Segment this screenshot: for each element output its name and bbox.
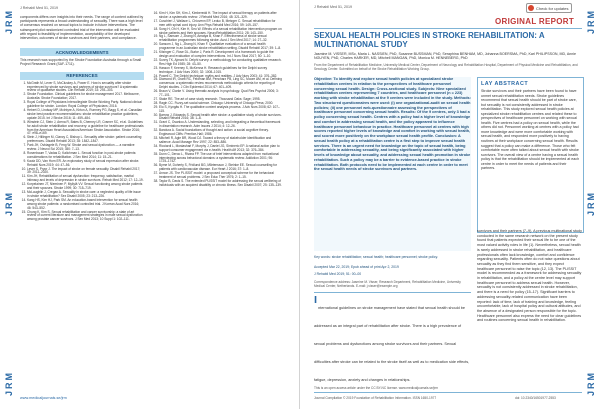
- reference-item: 11. Kim JH, Rehabilitation of sexual dysfunction: frequency, satisfaction, marital intimacy and levels of depression in stroke survivors. Rehab Med 2012; 17: 12–19.: [27, 175, 144, 183]
- reference-item: 21. Kitzinger C, Rose DL, Burke J, Paris R. Development of a framework to guide the design and evaluation of complex interventions. Int J Nurs Stud 2017; 50: 1–10.: [159, 51, 282, 59]
- article-title: SEXUAL HEALTH POLICIES IN STROKE REHABILITATION: A MULTINATIONAL STUDY: [314, 31, 545, 49]
- accepted-date: Accepted Mar 22, 2019; Epub ahead of print Apr 2, 2019: [314, 265, 399, 269]
- reference-item: 37. Annon JS. The PLISSIT model: a proposed conceptual scheme for the behavioral treatment of sexual problems. J Sex Educ Ther 1976; 2: 1–15.: [159, 172, 282, 180]
- reference-item: 28. Ragin CC. Fuzzy-set social science. Chicago: University of Chicago Press; 2000.: [159, 102, 282, 106]
- side-label-top-right: JRM: [586, 9, 596, 35]
- references-list-col1: [20, 82, 144, 223]
- reference-item: 36. Byrne M, Doherty S, Fridlund BG, Mårtensson J, Steinke EE. Sexual counselling for patients with cardiovascular disease. Eur Heart J 2016; 37: 1–8.: [159, 164, 282, 172]
- reference-item: 5. Winstein CJ, Stein J, Arena R, Bates B, Cherney LR, Cramer SC, et al. Guidelines for adult stroke rehabilitation and recovery: a guideline for healthcare professionals from the American Heart Association/American Stroke Association. Stroke 2016; 47: e98–e169.: [27, 121, 144, 137]
- reference-item: 24. Powell C. The Delphi technique: myths and realities. J Adv Nurs 2003; 41: 376–382.: [159, 75, 282, 79]
- reference-item: 3. Royal College of Physicians Intercollegiate Stroke Working Party. National clinical guideline for stroke. London: Royal College of Physicians; 2016.: [27, 101, 144, 109]
- running-head-right: J Rehabil Med 51, 2019: [314, 5, 352, 9]
- side-label-top: JRM: [4, 9, 14, 35]
- keywords: Key words: stroke rehabilitation; sexual health; healthcare personnel; stroke policy.: [314, 255, 438, 259]
- reference-item: 15. Chung K, Kim S. Sexual rehabilitation and cancer survivorship: a state of art review of current literature and management strategies in male sexual dysfunction among prostate cancer survivors. J Sex Med 2013; 10 Suppl 1: 102–111.: [27, 211, 144, 223]
- check-for-updates-badge[interactable]: Check for updates: [526, 3, 572, 13]
- reference-item: 29. Elo S, Kyngäs H. The qualitative content analysis process. J Adv Nurs 2008; 62: 107–115.: [159, 106, 282, 114]
- running-head-left: J Rehabil Med 51, 2019: [20, 6, 58, 10]
- lay-abstract-box: [477, 77, 584, 233]
- author-list: Jasmine M. VISSER, MSc, Maria L. NASSIEN, PhD, Susanne BUSSMAN, PhD, Seraphina BENHAM, MD, Johanna BOERSMA, PhD, Karl PHILIPSSON, MD, Annie NGUYEN, PhD, Charles HARKER, MD, Mitchell MANGAN, PhD, Monica M. HENNEBERG, PhD: [314, 52, 577, 61]
- introduction-text: nternational guidelines on stroke management have stated that sexual health should be addressed as an integral part of rehabilitation after stroke. There is a high prevalence of sexual problems and dysfunctions among stroke survivors and their partners. Sexual difficulties after stroke can be related to the stroke itself as well as to medication side effects, fatigue, depression, anxiety and changes in relationships.: [314, 306, 470, 382]
- doi[interactable]: doi: 10.2340/16501977-2553: [515, 396, 556, 400]
- reference-item: 17. Cuschieri J, Wallace L, Chiovenn EP, Leduc B, Metzger C. Sexual rehabilitation for men with spinal cord injury. Ann Phys Rehabil Med 2016; 59: 149–157.: [159, 20, 282, 28]
- correspondence-address: Correspondence address: Jasmine M. Visser, Research Department, Rehabilitation Medicine, University Medical Center, Netherlands. E-mail: j.visser@example.org: [314, 280, 461, 288]
- references-list-col2: [152, 12, 282, 188]
- reference-item: 2. Stroke Foundation. Clinical guidelines for stroke management 2017. Melbourne, Australia: Stroke Foundation; 2017.: [27, 93, 144, 101]
- author-affiliations: From the Department of Rehabilitation Medicine, University Medical Center, Department of Neurology and Rehabilitation Hospital, Department of Physical Medicine and Rehabilitation, and Sexology Center. Submitted on behalf of the Stroke Rehabilitation Working Group.: [314, 63, 578, 71]
- footer-rule: [314, 392, 582, 393]
- header-rule: [314, 28, 582, 29]
- reference-item: 25. Diamond IR, Grant RC, Feldman BM, Pencharz PB, Ling SC, Moore AM, et al. Defining consensus: a systematic review recommends methodologic criteria for reporting of Delphi studies. J Clin Epidemiol 2014; 67: 401–409.: [159, 78, 282, 90]
- reference-item: 26. Braun V, Clarke V. Using thematic analysis in psychology. Qual Res Psychol 2006; 3: 77–101.: [159, 90, 282, 98]
- reference-item: 18. Song H, Oh H, Kim H, Seo W. Effects of a sexual rehabilitation intervention program on stroke patients and their spouses. NeuroRehabilitation 2011; 28: 143–150.: [159, 28, 282, 36]
- reference-item: 27. Stake RE. The art of case study research. Thousand Oaks: Sage; 1995.: [159, 98, 282, 102]
- reference-item: 16. Kim H, Kim SH, Kim J, Kimberedd H. The impact of sexual therapy on patients after stroke: a systematic review. J Rehabil Med 2016; 48: 321–329.: [159, 12, 282, 20]
- reference-item: 30. Barrow J, Edwards S. Sexual health after stroke: a qualitative study of stroke survivors. Disabil Rehabil 2016; 38: 1–8.: [159, 114, 282, 122]
- side-label-middle-right: JRM: [586, 191, 596, 217]
- right-page: [300, 0, 600, 409]
- reference-item: 23. Hasson F, Keeney S, McKenna H. Research guidelines for the Delphi survey technique. J Adv Nurs 2000; 32: 1008–1015.: [159, 67, 282, 75]
- reference-item: 1. McGrath M, Lever S, McCluskey A, Power E. How is sexuality after stroke experienced by stroke survivors and partners of stroke survivors? A systematic review of qualitative studies. Clin Rehabil 2019; 33: 293–303.: [27, 82, 144, 94]
- reference-item: 33. Mitchell R, Agle BR, Wood DJ. Toward a theory of stakeholder identification and salience. Acad Manage Rev 1997; 22: 853–886.: [159, 137, 282, 145]
- reference-item: 9. Kautz DD, Van Horn ER. An exploratory study of sexual expression after stroke. Rehabil Nurs 2019; 44: 47–56.: [27, 160, 144, 168]
- reference-item: 31. Grant C, Osanloo A. Understanding, selecting, and integrating a theoretical framework in dissertation research. Adm Issues J 2014; 4: 12–26.: [159, 121, 282, 129]
- reference-item: 22. Sunny TK, Ajmani N. Delphi survey: a methodology for conducting qualitative research. Res High Ed 1985; 28: 43–50.: [159, 59, 282, 67]
- reference-item: 4. Hebert D, Lindsay MP, McIntyre A, Kirton A, Rumney PG, Bagg S, et al. Canadian stroke best practice recommendations: stroke rehabilitation practice guidelines, update 2015. Int J Stroke 2016; 11: 459–484.: [27, 109, 144, 121]
- introduction-column-1: [314, 296, 471, 382]
- update-icon: [528, 5, 534, 11]
- left-column-2: [152, 12, 282, 188]
- side-label-bottom: JRM: [4, 371, 14, 397]
- reference-item: 12. Korpelainen JT, Nieminen P, Myllylä VV. Sexual functioning among stroke patients and their spouses. Stroke 1999; 30: 715–719.: [27, 183, 144, 191]
- conclusion-paragraph: components differs over insights into their needs. The range of content outlined by participants represents a broad understanding of sexuality. There was a high level of consensus reached on sexual topics to include in future interventions. The subsequent pilot randomized controlled trial of the intervention will be evaluated with regard to feasibility of implementation, acceptability of the developed intervention, outcomes of stroke survivors and their partners, and compliance.: [20, 15, 144, 41]
- license-line: This is an open access article under the CC BY-NC license. www.medicaljournals.se/jrm: [314, 386, 439, 390]
- reference-item: 13. McLaughlin J, Cregan A. Sexuality in stroke care: a neglected quality of life issue in stroke rehabilitation? Sex Disabil 2005; 23: 213–226.: [27, 191, 144, 199]
- reference-item: 32. Bandura A. Social foundations of thought and action: a social cognitive theory. Englewood Cliffs: Prentice-Hall; 1986.: [159, 129, 282, 137]
- reference-item: 14. Kang HS, Kim HJ, Park SM. An education-based intervention for sexual health among stroke patients: a randomised controlled trial. J Korean Acad Nurs 2016; 46: 543–552.: [27, 199, 144, 211]
- article-type: ORIGINAL REPORT: [495, 17, 575, 26]
- introduction-column-2: survivors and their partners (7–9). A previous multinational study conducted in the same research network on the present study found that patients expected their sexual life to be one of the most valued activity roles in life (1). Nevertheless, sexual health is rarely addressed in stroke rehabilitation, and healthcare professionals often lack knowledge, comfort and confidence regarding sexuality. Patients often do not raise questions about sexuality as they find them sensitive, and they expect healthcare personnel to raise the topic (12, 13). The PLISSIT model is recommended as a framework for addressing sexuality in rehabilitation, and a policy at the centre level may support healthcare personnel to address sexual health. However, sexuality is not consistently addressed in stroke rehabilitation, and there is a need for policy (15–17). Significant barriers to addressing sexuality-related communication have been reported: lack of time, lack of training and knowledge, feeling uncomfortable, lack of hospital policy and cultural attitudes, and the absence of a designated person responsible for the topic. Healthcare personnel also express the need for clear guidelines and routines concerning sexual health in rehabilitation.: [477, 229, 582, 323]
- acknowledgements-heading: ACKNOWLEDGEMENTS: [20, 48, 144, 56]
- journal-compilation-footer: Journal Compilation © 2019 Foundation of Rehabilitation Information. ISSN 1650-1977: [314, 396, 437, 400]
- references-heading: REFERENCES: [20, 72, 144, 80]
- lay-abstract-text: Stroke survivors and their partners have been found to have unmet sexual rehabilitation needs. Stroke guidelines recommend that sexual health should be part of stroke care, but sexuality is not consistently addressed in stroke rehabilitation. This study explored sexual health policies at specialized stroke rehabilitation centres and related these to perspectives of healthcare personnel on working with sexual health. Five centres had a policy on sexual health, while the others did not. Personnel working at centres with a policy had more knowledge and were more comfortable working with sexual health, and responded more positively to having routines at their workplace concerning sexual health. Results suggest that a policy can make a difference. Those who felt comfortable more often talked about sexual health with stroke survivors. The overall view of a centre having a sexual health policy is that the rehabilitation should be implemented at each centre in order to meet the needs of patients and their partners.: [481, 89, 580, 171]
- reference-item: 35. Dunn C, Deroo L, Rivara FP. The use of brief interventions adapted from motivational interviewing across behavioral domains: a systematic review. Addiction 2001; 96: 1725–1742.: [159, 153, 282, 165]
- reference-item: 20. Sansom J, Ng L, Zhang N, Khan F. Qualitative evaluation of a sexual health programme in an Australian stroke rehabilitation setting. Disabil Rehabil 2017; 39: 1–8.: [159, 43, 282, 51]
- citation: J Rehabil Med 2019; 51: 00–00: [314, 272, 362, 276]
- reference-item: 8. Rosenbaum T, Vadas D, Kalichman L. Sexual function in post-stroke patients: considerations for rehabilitation. J Sex Med 2014; 11: 15–21.: [27, 152, 144, 160]
- intro-dropcap: I: [314, 296, 318, 306]
- lay-abstract-heading: LAY ABSTRACT: [481, 81, 529, 87]
- journal-website-link[interactable]: www.medicaljournals.se/jrm: [20, 396, 67, 400]
- reference-item: 10. Lever S, Pryor J. The impact of stroke on female sexuality. Disabil Rehabil 2017; 39: 2011–2020.: [27, 168, 144, 176]
- abstract-bottom-rule: [314, 292, 471, 293]
- reference-item: 7. Park JH, Ovbiagele B, Feng W. Stroke and sexual dysfunction — a narrative review. J Neurol Sci 2015; 350: 7–13.: [27, 144, 144, 152]
- reference-item: 34. Ricciardi L, Mostashari F, Murphy J, Daniel JG, Siminerio EP. A national action plan to support consumer engagement via e-health. Health Aff 2013; 32: 376–384.: [159, 145, 282, 153]
- acknowledgements-text: This research was supported by the Stroke Foundation Australia through a Small Project Research Grant (SAF-1711).: [20, 58, 141, 67]
- reference-item: 38. Taylor B, Davis S. The extended PLISSIT model for addressing the sexual wellbeing of individuals with an acquired disability or chronic illness. Sex Disabil 2007; 25: 135–139.: [159, 180, 282, 188]
- abstract: Objective: To identify and explore sexual health policies at specialized stroke rehabilitation centres in relation to the perspectives of healthcare personnel concerning sexual health. Design: Cross-sectional study. Subjects: Nine specialized rehabilitation centres representing 7 countries, and healthcare personnel (n = 223) working with stroke rehabilitation at the 9 centres were included in the study. Methods: Two structured questionnaires were used: (i) one organizational-audit on sexual health policies; (ii) one personnel web-questionnaire assessing the perspectives of healthcare personnel concerning sexual health. Results: Of the 9 centres, only 3 had a policy concerning sexual health. Centres with a policy had a higher level of knowledge and comfort in addressing sexual health, and the policy appeared to influence healthcare personnel behaviour in practice. Healthcare personnel at centres with high scores reported higher levels of knowledge and comfort in working with sexual health, and scored more positively on the workplace sexual health profile. Conclusion: A sexual health policy at a rehabilitation centre is a first step to improve sexual health services. There is an urgent need for knowledge on the topic of sexual health, being comfortable in addressing sexuality, and being significantly associated with higher levels of knowledge about sexuality, and addressing sexual health promotion in stroke rehabilitation. Such a policy may be a barrier to evidence-based practice in stroke rehabilitation. Both protocols need to be implemented at each centre in order to meet the sexual health needs of stroke survivors and partners.: [314, 77, 471, 251]
- reference-item: 6. Stein J, Hillinger M, Clancy C, Bishop L. Sexuality after stroke: patient counseling preferences. Disabil Rehabil 2013; 35: 1842–1847.: [27, 136, 144, 144]
- reference-item: 19. Ng L, Sansom J, Zhang N, Amatya B, Khan F. Effectiveness of stroke sexual rehabilitation programmes following stroke. Aust J Sex Med 2017; 14: 27–32.: [159, 35, 282, 43]
- side-label-middle: JRM: [4, 191, 14, 217]
- left-column-1: [20, 15, 144, 222]
- side-label-bottom-right: JRM: [586, 371, 596, 397]
